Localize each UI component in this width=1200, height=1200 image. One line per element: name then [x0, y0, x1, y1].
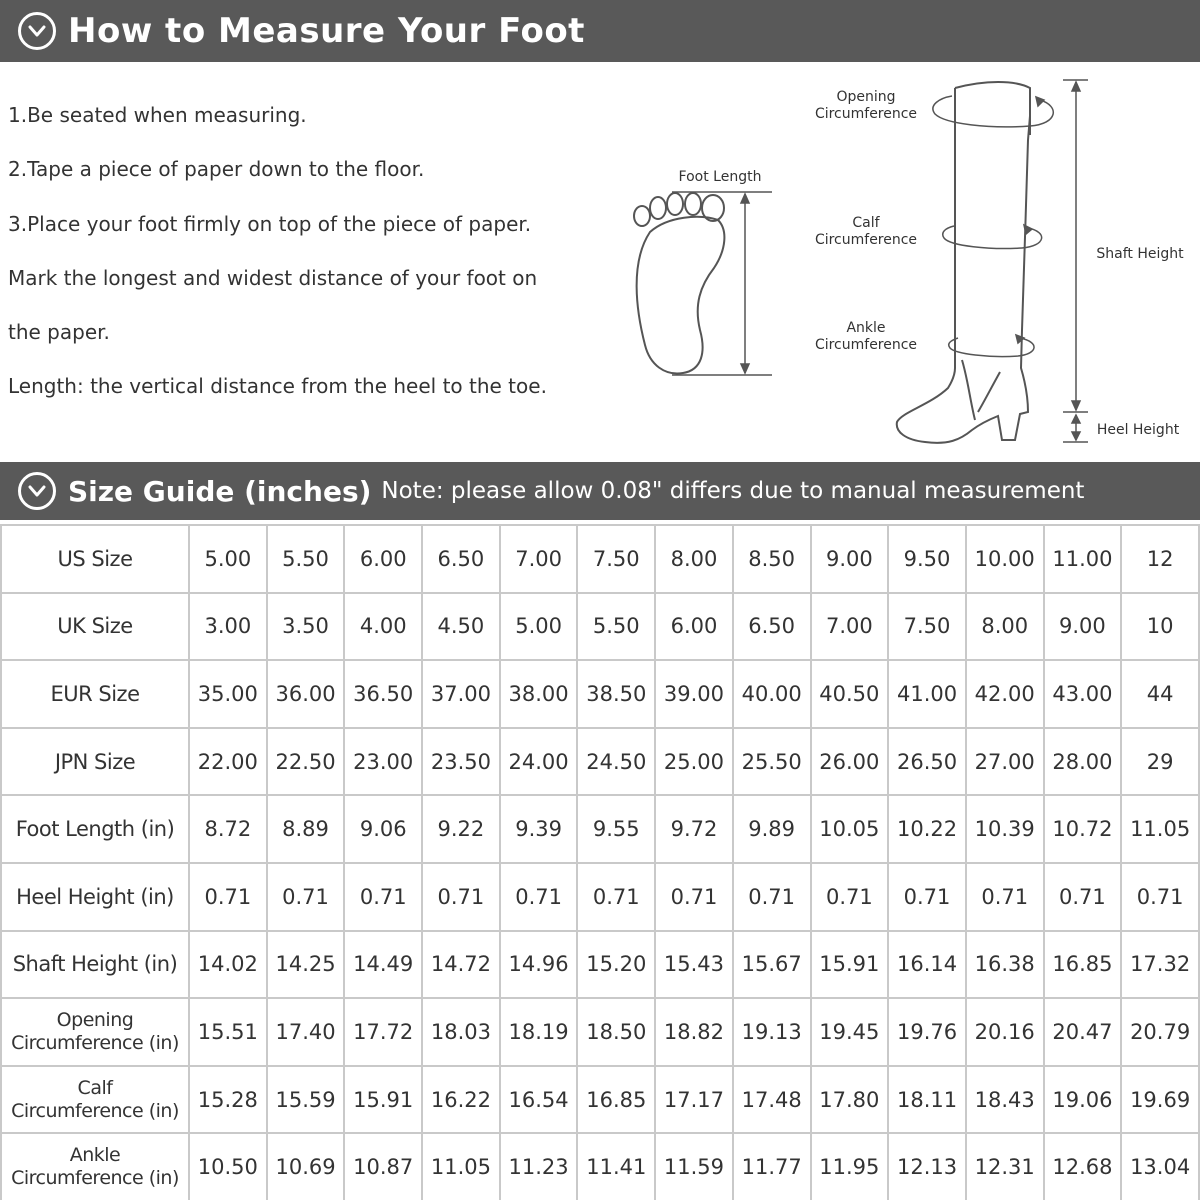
table-cell: 15.43 [655, 931, 733, 999]
row-label [1, 1066, 189, 1134]
table-cell: 4.50 [422, 593, 500, 661]
measure-header-banner [0, 0, 1200, 62]
table-cell: 9.89 [733, 795, 811, 863]
table-cell: 28.00 [1044, 728, 1122, 796]
row-label-text: JPN Size [54, 749, 136, 774]
table-cell: 36.00 [267, 660, 345, 728]
table-cell: 15.67 [733, 931, 811, 999]
table-cell: 11.00 [1044, 525, 1122, 593]
foot-length-label: Foot Length [678, 169, 762, 185]
row-label-text: Circumference (in) [11, 1031, 179, 1054]
row-label-text: Ankle [69, 1144, 121, 1167]
table-cell: 15.20 [577, 931, 655, 999]
table-cell: 23.00 [344, 728, 422, 796]
row-label-text: Calf [77, 1076, 113, 1099]
table-cell: 9.39 [500, 795, 578, 863]
heel-height-label: Heel Height [1096, 422, 1180, 438]
table-cell: 16.14 [888, 931, 966, 999]
table-cell: 8.89 [267, 795, 345, 863]
table-cell: 8.00 [966, 593, 1044, 661]
table-cell: 0.71 [733, 863, 811, 931]
chevron-down-circle-icon [18, 472, 56, 510]
foot-length-arrow [672, 192, 772, 375]
calf-label-line2: Circumference [814, 232, 918, 248]
table-cell: 7.00 [500, 525, 578, 593]
table-cell: 19.13 [733, 998, 811, 1066]
table-cell: 0.71 [1121, 863, 1199, 931]
size-guide-banner [0, 462, 1200, 520]
table-cell: 4.00 [344, 593, 422, 661]
table-row [1, 525, 1199, 593]
table-cell: 16.85 [577, 1066, 655, 1134]
table-cell: 13.04 [1121, 1133, 1199, 1200]
table-cell: 20.47 [1044, 998, 1122, 1066]
table-cell: 8.72 [189, 795, 267, 863]
table-cell: 14.72 [422, 931, 500, 999]
table-cell: 11.59 [655, 1133, 733, 1200]
table-cell: 0.71 [888, 863, 966, 931]
table-cell: 16.54 [500, 1066, 578, 1134]
table-cell: 10 [1121, 593, 1199, 661]
table-cell: 0.71 [1044, 863, 1122, 931]
table-cell: 6.50 [733, 593, 811, 661]
table-cell: 0.71 [655, 863, 733, 931]
table-cell: 9.50 [888, 525, 966, 593]
table-cell: 0.71 [189, 863, 267, 931]
table-cell: 5.00 [189, 525, 267, 593]
table-cell: 11.41 [577, 1133, 655, 1200]
table-cell: 10.39 [966, 795, 1044, 863]
table-cell: 15.28 [189, 1066, 267, 1134]
table-cell: 10.50 [189, 1133, 267, 1200]
table-cell: 0.71 [422, 863, 500, 931]
row-label [1, 1133, 189, 1200]
table-cell: 7.50 [888, 593, 966, 661]
table-cell: 9.00 [811, 525, 889, 593]
table-cell: 11.05 [422, 1133, 500, 1200]
row-label-text: Circumference (in) [11, 1099, 179, 1122]
table-cell: 5.50 [577, 593, 655, 661]
table-cell: 19.76 [888, 998, 966, 1066]
table-cell: 20.16 [966, 998, 1044, 1066]
row-label-text: Heel Height (in) [16, 884, 174, 909]
table-cell: 9.00 [1044, 593, 1122, 661]
ankle-label-line1: Ankle [846, 320, 886, 336]
instruction-line: 2.Tape a piece of paper down to the floor. [8, 157, 425, 182]
row-label-text: UK Size [57, 614, 133, 639]
table-cell: 10.00 [966, 525, 1044, 593]
table-row [1, 1066, 1199, 1134]
row-label [1, 931, 189, 999]
table-cell: 18.50 [577, 998, 655, 1066]
table-row [1, 931, 1199, 999]
table-cell: 15.91 [811, 931, 889, 999]
table-cell: 19.45 [811, 998, 889, 1066]
table-cell: 17.72 [344, 998, 422, 1066]
table-cell: 19.06 [1044, 1066, 1122, 1134]
table-cell: 14.96 [500, 931, 578, 999]
circumference-loops [933, 96, 1053, 357]
table-cell: 23.50 [422, 728, 500, 796]
table-cell: 40.50 [811, 660, 889, 728]
table-cell: 41.00 [888, 660, 966, 728]
table-cell: 11.23 [500, 1133, 578, 1200]
table-cell: 20.79 [1121, 998, 1199, 1066]
instruction-line: 3.Place your foot firmly on top of the piece of paper. [8, 211, 532, 236]
row-label-text: US Size [57, 546, 133, 571]
row-label-text: EUR Size [50, 681, 140, 706]
table-cell: 18.43 [966, 1066, 1044, 1134]
size-guide-title: Size Guide (inches) [68, 474, 372, 508]
chevron-down-circle-icon [18, 12, 56, 50]
table-cell: 39.00 [655, 660, 733, 728]
table-row [1, 660, 1199, 728]
opening-label-line1: Opening [836, 89, 896, 105]
table-cell: 18.03 [422, 998, 500, 1066]
table-cell: 0.71 [577, 863, 655, 931]
table-cell: 7.50 [577, 525, 655, 593]
instruction-line: Length: the vertical distance from the heel to the toe. [8, 374, 547, 399]
table-cell: 0.71 [344, 863, 422, 931]
table-cell: 27.00 [966, 728, 1044, 796]
table-row [1, 863, 1199, 931]
size-table [0, 524, 1200, 1200]
table-cell: 6.00 [655, 593, 733, 661]
table-cell: 12.68 [1044, 1133, 1122, 1200]
table-cell: 12 [1121, 525, 1199, 593]
opening-label-line2: Circumference [814, 106, 918, 122]
row-label [1, 795, 189, 863]
table-cell: 14.25 [267, 931, 345, 999]
table-cell: 10.05 [811, 795, 889, 863]
table-cell: 16.85 [1044, 931, 1122, 999]
table-cell: 24.50 [577, 728, 655, 796]
table-cell: 9.55 [577, 795, 655, 863]
table-cell: 18.11 [888, 1066, 966, 1134]
table-cell: 44 [1121, 660, 1199, 728]
table-cell: 22.50 [267, 728, 345, 796]
table-cell: 17.32 [1121, 931, 1199, 999]
table-cell: 11.95 [811, 1133, 889, 1200]
table-cell: 19.69 [1121, 1066, 1199, 1134]
table-cell: 8.50 [733, 525, 811, 593]
row-label [1, 998, 189, 1066]
table-cell: 9.22 [422, 795, 500, 863]
table-row [1, 998, 1199, 1066]
table-row [1, 795, 1199, 863]
table-row [1, 1133, 1199, 1200]
table-cell: 14.49 [344, 931, 422, 999]
table-cell: 0.71 [500, 863, 578, 931]
table-cell: 17.17 [655, 1066, 733, 1134]
table-cell: 35.00 [189, 660, 267, 728]
table-cell: 10.22 [888, 795, 966, 863]
table-cell: 3.50 [267, 593, 345, 661]
row-label [1, 593, 189, 661]
table-cell: 29 [1121, 728, 1199, 796]
table-cell: 24.00 [500, 728, 578, 796]
boot-outline-icon [897, 82, 1030, 443]
table-cell: 42.00 [966, 660, 1044, 728]
table-cell: 16.38 [966, 931, 1044, 999]
table-cell: 6.50 [422, 525, 500, 593]
row-label [1, 863, 189, 931]
table-row [1, 593, 1199, 661]
table-row [1, 728, 1199, 796]
table-cell: 25.00 [655, 728, 733, 796]
table-cell: 22.00 [189, 728, 267, 796]
table-cell: 9.72 [655, 795, 733, 863]
table-cell: 40.00 [733, 660, 811, 728]
table-cell: 36.50 [344, 660, 422, 728]
table-cell: 15.59 [267, 1066, 345, 1134]
instruction-line: the paper. [8, 320, 110, 345]
table-cell: 43.00 [1044, 660, 1122, 728]
row-label-text: Shaft Height (in) [12, 952, 178, 977]
table-cell: 12.13 [888, 1133, 966, 1200]
shaft-height-arrow [1063, 80, 1088, 442]
row-label [1, 525, 189, 593]
shaft-height-label: Shaft Height [1096, 246, 1184, 262]
table-cell: 6.00 [344, 525, 422, 593]
table-cell: 15.51 [189, 998, 267, 1066]
table-cell: 0.71 [267, 863, 345, 931]
table-cell: 9.06 [344, 795, 422, 863]
table-cell: 14.02 [189, 931, 267, 999]
table-cell: 17.80 [811, 1066, 889, 1134]
table-cell: 17.48 [733, 1066, 811, 1134]
foot-outline-icon [634, 193, 724, 373]
table-cell: 18.82 [655, 998, 733, 1066]
size-guide-note: Note: please allow 0.08" differs due to manual measurement [381, 478, 1085, 504]
measure-instructions [8, 88, 598, 414]
calf-label-line1: Calf [852, 215, 880, 231]
table-cell: 16.22 [422, 1066, 500, 1134]
table-cell: 11.77 [733, 1133, 811, 1200]
table-cell: 5.50 [267, 525, 345, 593]
row-label [1, 660, 189, 728]
table-cell: 18.19 [500, 998, 578, 1066]
table-cell: 26.50 [888, 728, 966, 796]
measure-title: How to Measure Your Foot [68, 11, 585, 51]
table-cell: 10.69 [267, 1133, 345, 1200]
row-label-text: Circumference (in) [11, 1167, 179, 1190]
row-label-text: Foot Length (in) [15, 817, 175, 842]
table-cell: 17.40 [267, 998, 345, 1066]
table-cell: 38.00 [500, 660, 578, 728]
table-cell: 11.05 [1121, 795, 1199, 863]
instruction-line: Mark the longest and widest distance of your foot on [8, 265, 538, 290]
row-label-text: Opening [56, 1008, 134, 1031]
table-cell: 7.00 [811, 593, 889, 661]
table-cell: 5.00 [500, 593, 578, 661]
table-cell: 10.87 [344, 1133, 422, 1200]
ankle-label-line2: Circumference [814, 337, 918, 353]
table-cell: 0.71 [811, 863, 889, 931]
table-cell: 3.00 [189, 593, 267, 661]
table-cell: 12.31 [966, 1133, 1044, 1200]
table-cell: 25.50 [733, 728, 811, 796]
table-cell: 37.00 [422, 660, 500, 728]
table-cell: 26.00 [811, 728, 889, 796]
table-cell: 38.50 [577, 660, 655, 728]
table-cell: 15.91 [344, 1066, 422, 1134]
table-cell: 0.71 [966, 863, 1044, 931]
table-cell: 10.72 [1044, 795, 1122, 863]
table-cell: 8.00 [655, 525, 733, 593]
row-label [1, 728, 189, 796]
instruction-line: 1.Be seated when measuring. [8, 103, 307, 127]
